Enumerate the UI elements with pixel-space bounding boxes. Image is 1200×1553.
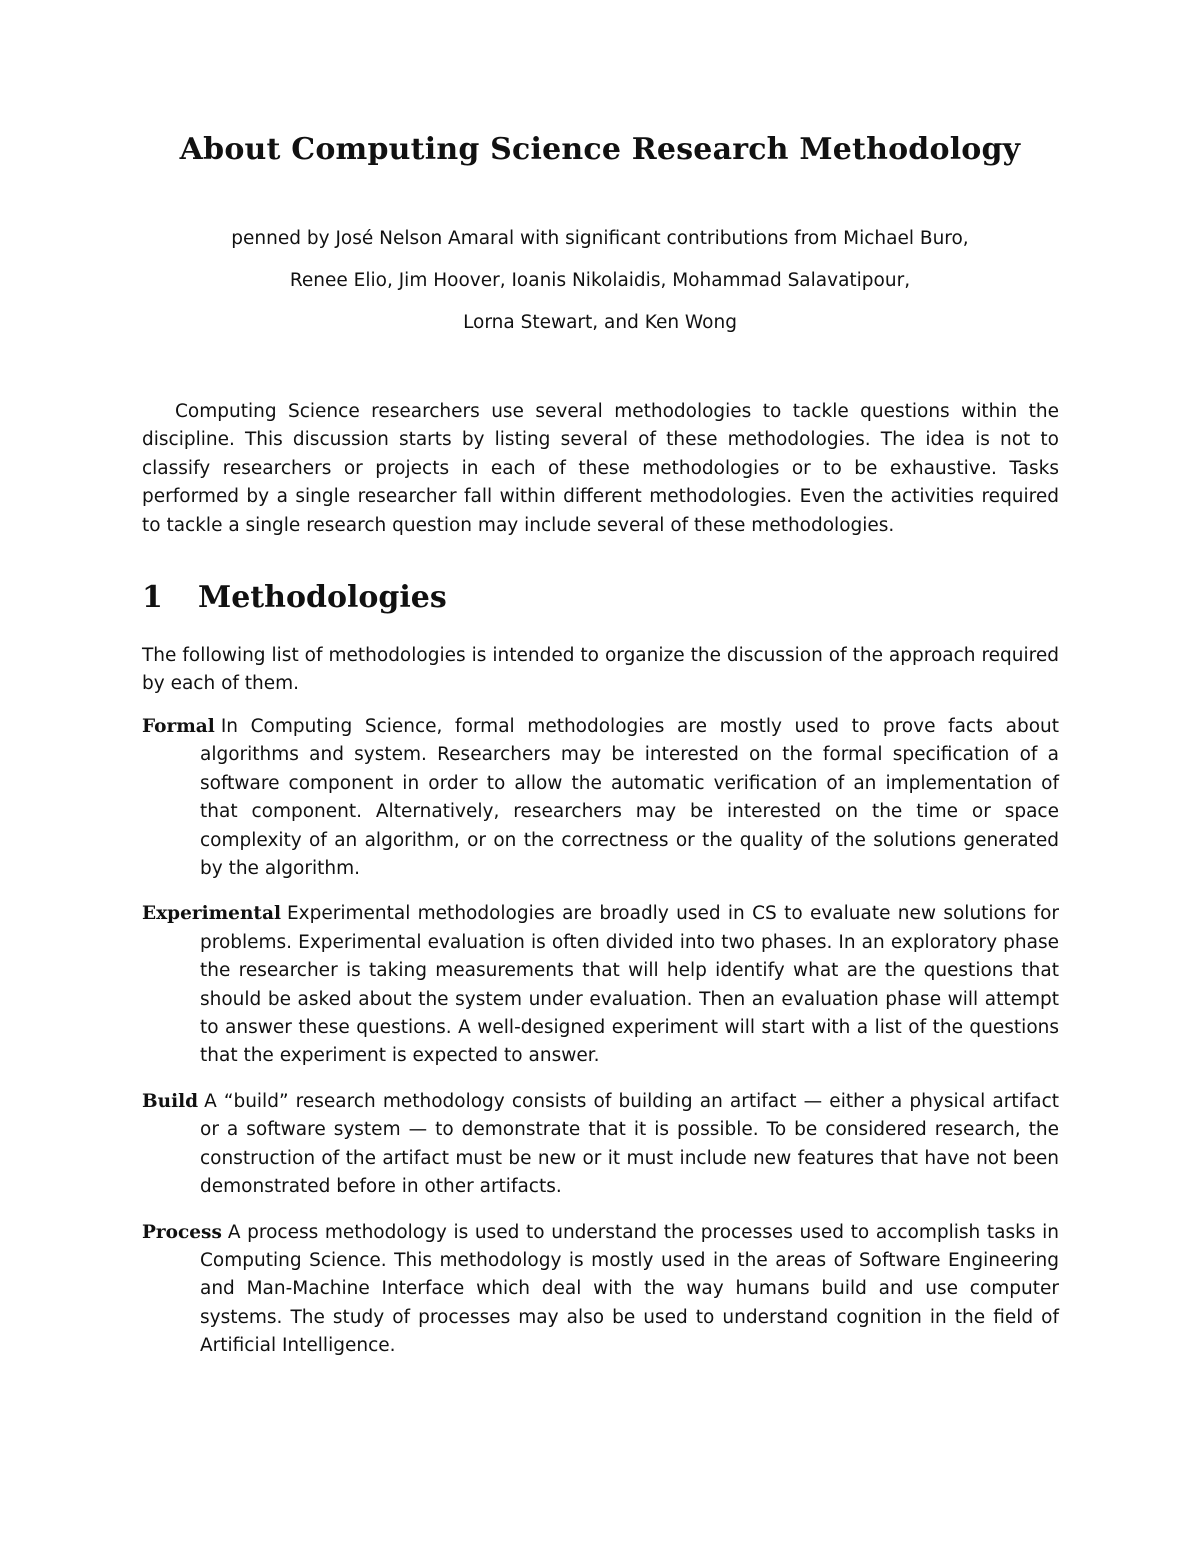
section-intro-paragraph: The following list of methodologies is intended to organize the discussion of the approach required by each of them. (142, 645, 1059, 695)
author-line: Lorna Stewart, and Ken Wong (463, 312, 737, 333)
section-number: 1 (142, 580, 163, 615)
methodology-term: Experimental (142, 903, 281, 925)
author-line: penned by José Nelson Amaral with significant contributions from Michael Buro, (231, 228, 969, 249)
author-line: Renee Elio, Jim Hoover, Ioanis Nikolaidis, Mohammad Salavatipour, (289, 270, 911, 291)
document-title: About Computing Science Research Methodology (179, 132, 1021, 167)
methodology-term: Build (142, 1090, 199, 1112)
methodology-description: A process methodology is used to understand the processes used to accomplish tasks in Computing Science. This methodology is mostly used in the areas of Software Engineering and Man-Machine Interface which deal with the way humans build and use computer systems. The study of processes may also be used to understand cognition in the field of Artificial Intelligence. (200, 1221, 1059, 1357)
list-item (142, 1088, 1059, 1202)
methodology-term: Process (142, 1221, 222, 1243)
author-block (0, 218, 1200, 344)
section-heading (142, 580, 447, 615)
abstract-paragraph: Computing Science researchers use several methodologies to tackle questions within the discipline. This discussion starts by listing several of these methodologies. The idea is not to classify researchers or projects in each of these methodologies or to be exhaustive. Tasks performed by a single researcher fall within different methodologies. Even the activities required to tackle a single research question may include several of these methodologies. (142, 401, 1059, 536)
methodology-description: A “build” research methodology consists of building an artifact — either a physical artifact or a software system — to demonstrate that it is possible. To be considered research, the construction of the artifact must be new or it must include new features that have not been demonstrated before in other artifacts. (200, 1090, 1059, 1198)
list-item (142, 900, 1059, 1070)
methodology-description: Experimental methodologies are broadly used in CS to evaluate new solutions for problems. Experimental evaluation is often divided into two phases. In an exploratory phase the researcher is taking measurements that will help identify what are the questions that should be asked about the system under evaluation. Then an evaluation phase will attempt to answer these questions. A well-designed experiment will start with a list of the questions that the experiment is expected to answer. (200, 903, 1059, 1067)
methodology-description: In Computing Science, formal methodologies are mostly used to prove facts about algorithms and system. Researchers may be interested on the formal specification of a software component in order to allow the automatic verification of an implementation of that component. Alternatively, researchers may be interested on the time or space complexity of an algorithm, or on the correctness or the quality of the solutions generated by the algorithm. (200, 716, 1059, 880)
methodology-term: Formal (142, 716, 215, 737)
methodology-list (142, 713, 1059, 1378)
list-item (142, 1219, 1059, 1361)
section-title: Methodologies (198, 580, 447, 615)
list-item (142, 713, 1059, 883)
